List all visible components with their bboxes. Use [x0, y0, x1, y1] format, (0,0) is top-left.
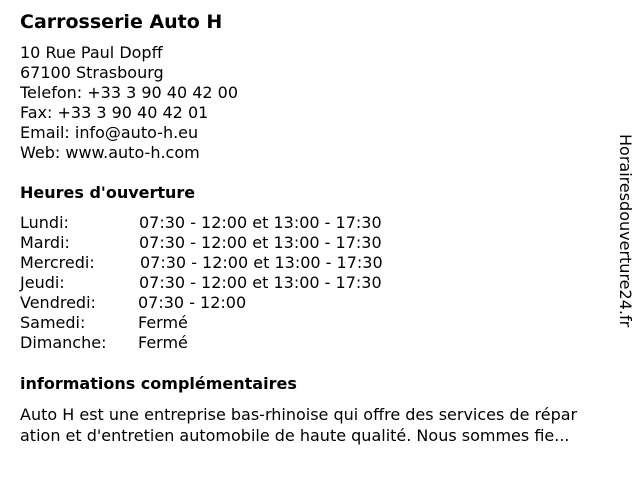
hours-value: Fermé [138, 313, 188, 332]
day-label: Vendredi: [20, 293, 96, 312]
hours-value: Fermé [138, 333, 188, 352]
day-label: Samedi: [20, 313, 86, 332]
info-description [20, 404, 630, 446]
hours-value: 07:30 - 12:00 [138, 293, 247, 312]
phone-number: Telefon: +33 3 90 40 42 00 [20, 83, 239, 102]
hours-value: 07:30 - 12:00 et 13:00 - 17:30 [140, 253, 383, 272]
hours-heading: Heures d'ouverture [20, 183, 196, 202]
contact-block [20, 43, 238, 163]
fax-number: Fax: +33 3 90 40 42 01 [20, 103, 209, 122]
day-label: Mardi: [20, 233, 70, 252]
day-label: Mercredi: [20, 253, 95, 272]
hours-value: 07:30 - 12:00 et 13:00 - 17:30 [139, 273, 382, 292]
city-address: 67100 Strasbourg [20, 63, 164, 82]
hours-value: 07:30 - 12:00 et 13:00 - 17:30 [139, 233, 382, 252]
watermark [616, 134, 640, 346]
business-name: Carrosserie Auto H [20, 11, 223, 33]
info-line: ation et d'entretien automobile de haute qualité. Nous sommes fie... [20, 426, 570, 445]
day-label: Lundi: [20, 213, 69, 232]
day-label: Dimanche: [20, 333, 107, 352]
hours-value: 07:30 - 12:00 et 13:00 - 17:30 [139, 213, 382, 232]
info-line: Auto H est une entreprise bas-rhinoise qui offre des services de répar [20, 405, 578, 424]
day-label: Jeudi: [20, 273, 65, 292]
street-address: 10 Rue Paul Dopff [20, 43, 163, 62]
watermark-text: Horairesdouverture24.fr [616, 134, 635, 328]
email-address: Email: info@auto-h.eu [20, 123, 199, 142]
info-heading: informations complémentaires [20, 374, 297, 393]
website-address: Web: www.auto-h.com [20, 143, 200, 162]
